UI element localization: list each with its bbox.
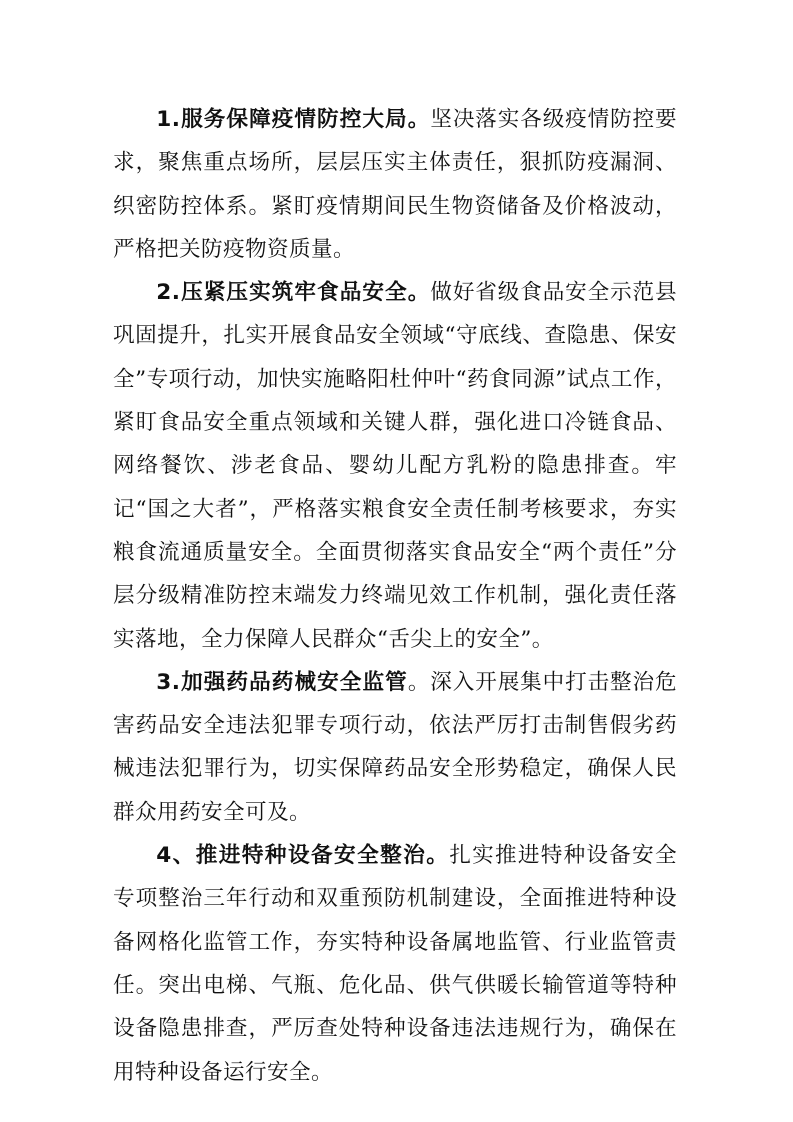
paragraph-special-equipment	[113, 834, 677, 1094]
paragraph-body: 做好省级食品安全示范县巩固提升，扎实开展食品安全领域“守底线、查隐患、保安全”专项行动，加快实施略阳杜仲叶“药食同源”试点工作，紧盯食品安全重点领域和关键人群，强化进口冷链食品、网络餐饮、涉老食品、婴幼儿配方乳粉的隐患排查。牢记“国之大者”，严格落实粮食安全责任制考核要求，夯实粮食流通质量安全。全面贯彻落实食品安全“两个责任”分层分级精准防控末端发力终端见效工作机制，强化责任落实落地，全力保障人民群众“舌尖上的安全”。	[113, 280, 677, 652]
paragraph-body: 坚决落实各级疫情防控要求，聚焦重点场所，层层压实主体责任，狠抓防疫漏洞、织密防控体系。紧盯疫情期间民生物资储备及价格波动，严格把关防疫物资质量。	[113, 107, 677, 262]
paragraph-body: 。深入开展集中打击整治危害药品安全违法犯罪专项行动，依法严厉打击制售假劣药械违法犯罪行为，切实保障药品安全形势稳定，确保人民群众用药安全可及。	[113, 669, 677, 825]
paragraph-food-safety	[113, 271, 677, 661]
paragraph-heading: 4、推进特种设备安全整治。	[156, 843, 450, 869]
document-page	[113, 98, 677, 1094]
paragraph-epidemic-control	[113, 98, 677, 271]
paragraph-heading: 1.服务保障疫情防控大局。	[156, 107, 431, 132]
paragraph-heading: 3.加强药品药械安全监管	[156, 669, 408, 695]
paragraph-drug-safety	[113, 661, 677, 834]
paragraph-heading: 2.压紧压实筑牢食品安全。	[156, 280, 431, 306]
paragraph-body: 扎实推进特种设备安全专项整治三年行动和双重预防机制建设，全面推进特种设备网格化监管工作，夯实特种设备属地监管、行业监管责任。突出电梯、气瓶、危化品、供气供暖长输管道等特种设备隐患排查，严厉查处特种设备违法违规行为，确保在用特种设备运行安全。	[113, 843, 677, 1085]
